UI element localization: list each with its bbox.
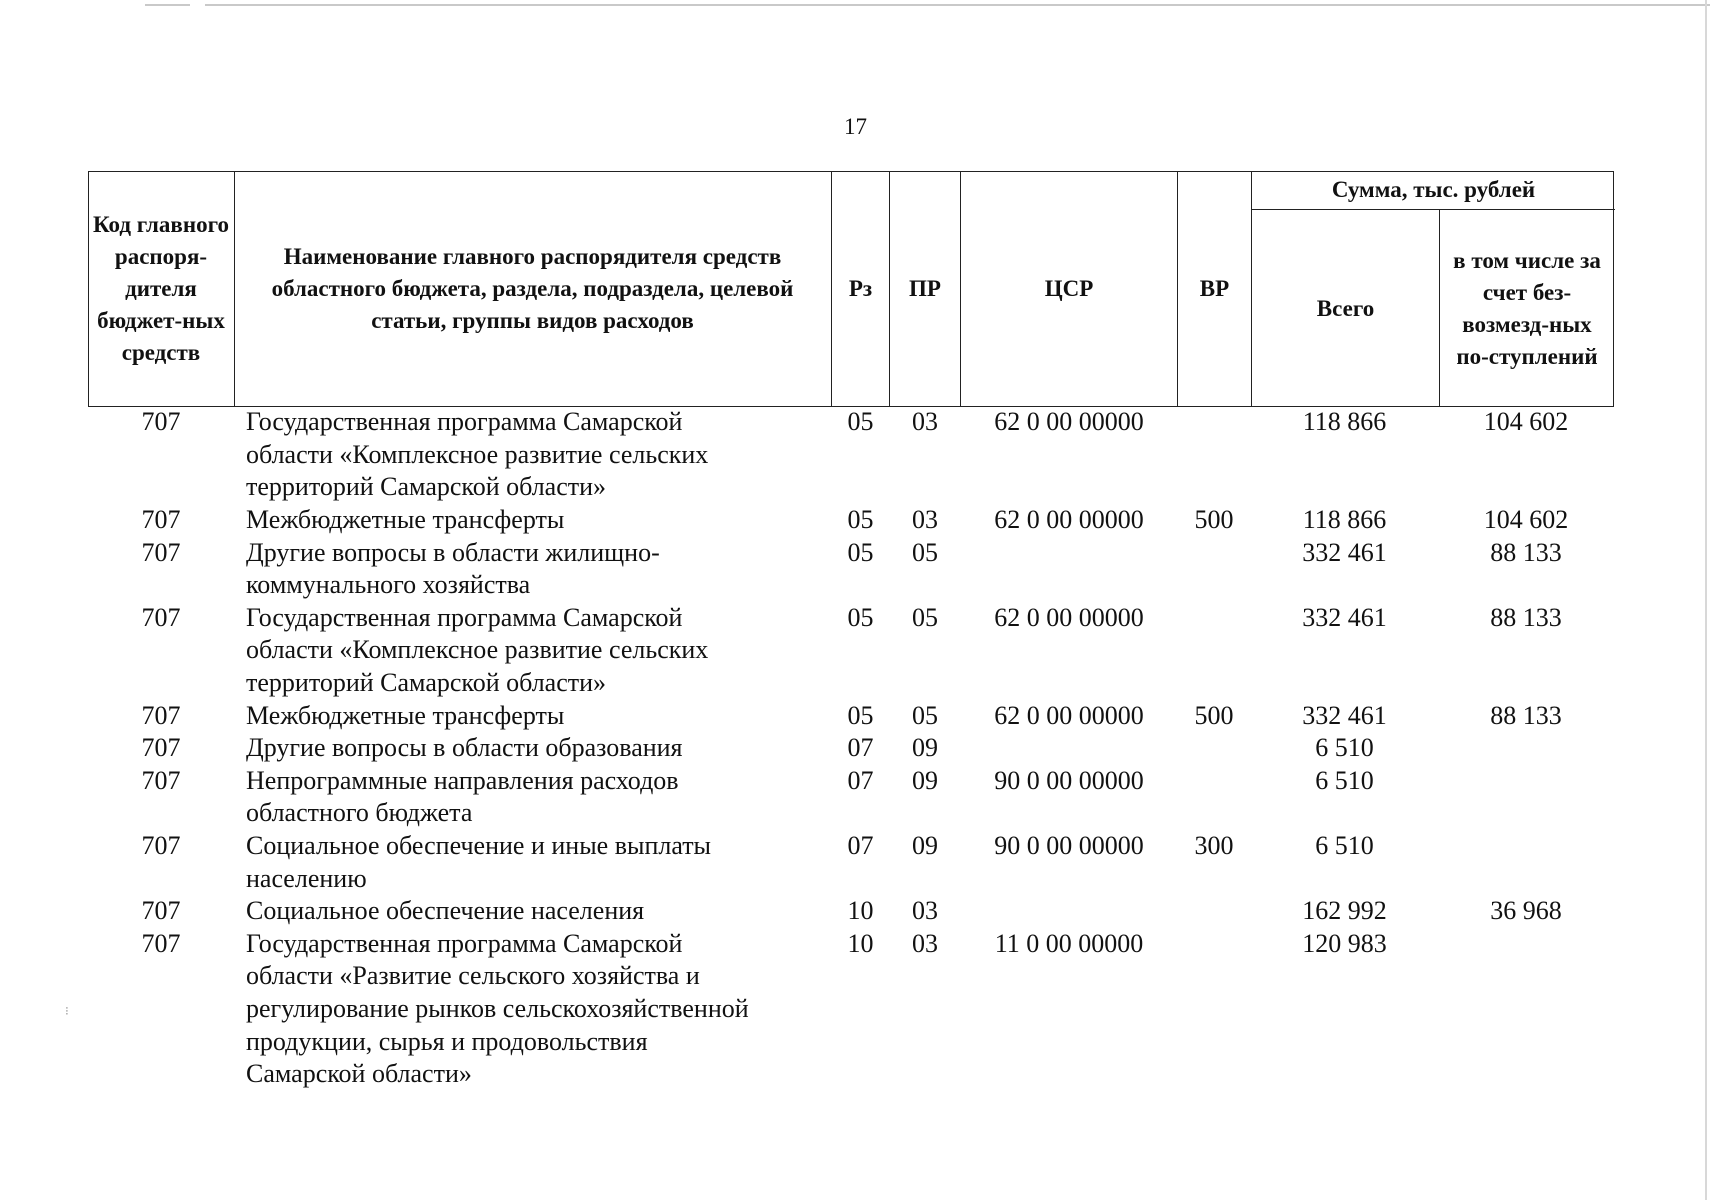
header-total: Всего bbox=[1251, 210, 1439, 407]
cell-free: 88 133 bbox=[1490, 537, 1562, 567]
cell-rz: 07 bbox=[847, 765, 874, 795]
table-row bbox=[0, 765, 1711, 830]
table-body bbox=[0, 406, 1711, 1091]
cell-pr: 03 bbox=[912, 896, 938, 926]
cell-free: 88 133 bbox=[1490, 700, 1562, 730]
table-border bbox=[1613, 171, 1614, 407]
cell-pr: 05 bbox=[912, 602, 938, 632]
cell-code: 707 bbox=[141, 407, 181, 436]
cell-free: 36 968 bbox=[1490, 896, 1562, 926]
header-code: Код главного распоря-дителя бюджет-ных средств bbox=[93, 212, 229, 365]
table-row bbox=[0, 732, 1711, 765]
cell-name: Межбюджетные трансферты bbox=[246, 700, 565, 730]
cell-rz: 05 bbox=[847, 505, 874, 534]
cell-pr: 03 bbox=[912, 928, 938, 958]
cell-vr: 500 bbox=[1194, 700, 1234, 730]
cell-rz: 10 bbox=[847, 928, 874, 958]
cell-rz: 05 bbox=[847, 602, 874, 632]
cell-pr: 03 bbox=[912, 407, 938, 436]
cell-total: 6 510 bbox=[1315, 830, 1374, 860]
cell-total: 6 510 bbox=[1315, 733, 1374, 763]
table-row bbox=[0, 830, 1711, 895]
header-free: в том числе за счет без-возмезд-ных по-ступлений bbox=[1439, 210, 1614, 407]
cell-pr: 09 bbox=[912, 765, 938, 795]
table-row bbox=[0, 895, 1711, 928]
cell-free: 88 133 bbox=[1490, 602, 1562, 632]
page-number: 17 bbox=[844, 114, 867, 139]
cell-total: 118 866 bbox=[1302, 407, 1387, 436]
table-border bbox=[88, 171, 89, 407]
cell-code: 707 bbox=[141, 928, 181, 958]
cell-csr: 11 0 00 00000 bbox=[994, 928, 1144, 958]
table-row bbox=[0, 406, 1711, 504]
cell-rz: 07 bbox=[847, 733, 874, 763]
cell-rz: 05 bbox=[847, 700, 874, 730]
scan-speck: ⁝ bbox=[65, 1004, 69, 1018]
cell-name: Государственная программа Самарской области «Комплексное развитие сельских территорий Самарской области» bbox=[246, 602, 709, 697]
cell-code: 707 bbox=[141, 537, 181, 567]
cell-name: Государственная программа Самарской области «Развитие сельского хозяйства и регулирование рынков сельскохозяйственной продукции, сырья и продовольствия Самарской области» bbox=[246, 928, 749, 1089]
cell-total: 120 983 bbox=[1302, 928, 1387, 958]
cell-csr: 62 0 00 00000 bbox=[994, 602, 1144, 632]
cell-name: Другие вопросы в области жилищно- коммунального хозяйства bbox=[246, 537, 660, 600]
cell-name: Государственная программа Самарской области «Комплексное развитие сельских территорий Самарской области» bbox=[246, 407, 709, 502]
cell-csr: 62 0 00 00000 bbox=[994, 700, 1144, 730]
cell-rz: 05 bbox=[847, 407, 874, 436]
scan-artifact-line bbox=[145, 4, 190, 6]
table-row bbox=[0, 700, 1711, 733]
cell-csr: 62 0 00 00000 bbox=[994, 407, 1144, 436]
cell-rz: 05 bbox=[847, 537, 874, 567]
header-pr: ПР bbox=[889, 171, 960, 407]
cell-total: 332 461 bbox=[1302, 700, 1387, 730]
cell-code: 707 bbox=[141, 733, 181, 763]
cell-pr: 09 bbox=[912, 830, 938, 860]
cell-pr: 05 bbox=[912, 700, 938, 730]
cell-name: Социальное обеспечение населения bbox=[246, 896, 645, 926]
cell-csr: 90 0 00 00000 bbox=[994, 765, 1144, 795]
header-name: Наименование главного распорядителя средств областного бюджета, раздела, подраздела, целевой статьи, группы видов расходов bbox=[234, 171, 830, 407]
cell-total: 118 866 bbox=[1302, 505, 1387, 534]
cell-name: Непрограммные направления расходов областного бюджета bbox=[246, 765, 679, 828]
table-row bbox=[0, 504, 1711, 537]
cell-csr: 62 0 00 00000 bbox=[994, 505, 1144, 534]
cell-free: 104 602 bbox=[1483, 407, 1569, 436]
cell-vr: 300 bbox=[1194, 830, 1234, 860]
cell-pr: 03 bbox=[912, 505, 938, 534]
cell-csr: 90 0 00 00000 bbox=[994, 830, 1144, 860]
cell-code: 707 bbox=[141, 896, 181, 926]
cell-rz: 10 bbox=[847, 896, 874, 926]
header-csr: ЦСР bbox=[960, 171, 1177, 407]
header-rz: Рз bbox=[831, 171, 889, 407]
cell-code: 707 bbox=[141, 700, 181, 730]
cell-code: 707 bbox=[141, 505, 181, 534]
cell-total: 332 461 bbox=[1302, 602, 1387, 632]
cell-code: 707 bbox=[141, 765, 181, 795]
cell-code: 707 bbox=[141, 602, 181, 632]
cell-name: Другие вопросы в области образования bbox=[246, 733, 683, 763]
table-row bbox=[0, 928, 1711, 1091]
scan-artifact-line bbox=[205, 4, 1710, 6]
cell-free: 104 602 bbox=[1483, 505, 1569, 534]
cell-rz: 07 bbox=[847, 830, 874, 860]
table-border bbox=[88, 171, 1614, 172]
cell-pr: 09 bbox=[912, 733, 938, 763]
cell-vr: 500 bbox=[1194, 505, 1234, 534]
table-row bbox=[0, 537, 1711, 602]
cell-total: 6 510 bbox=[1315, 765, 1374, 795]
header-vr: ВР bbox=[1177, 171, 1251, 407]
cell-name: Межбюджетные трансферты bbox=[246, 505, 565, 534]
cell-code: 707 bbox=[141, 830, 181, 860]
cell-name: Социальное обеспечение и иные выплаты населению bbox=[246, 830, 712, 893]
cell-total: 332 461 bbox=[1302, 537, 1387, 567]
cell-total: 162 992 bbox=[1302, 896, 1387, 926]
table-header bbox=[88, 171, 1614, 407]
cell-pr: 05 bbox=[912, 537, 938, 567]
table-row bbox=[0, 602, 1711, 700]
header-sum: Сумма, тыс. рублей bbox=[1251, 171, 1615, 210]
